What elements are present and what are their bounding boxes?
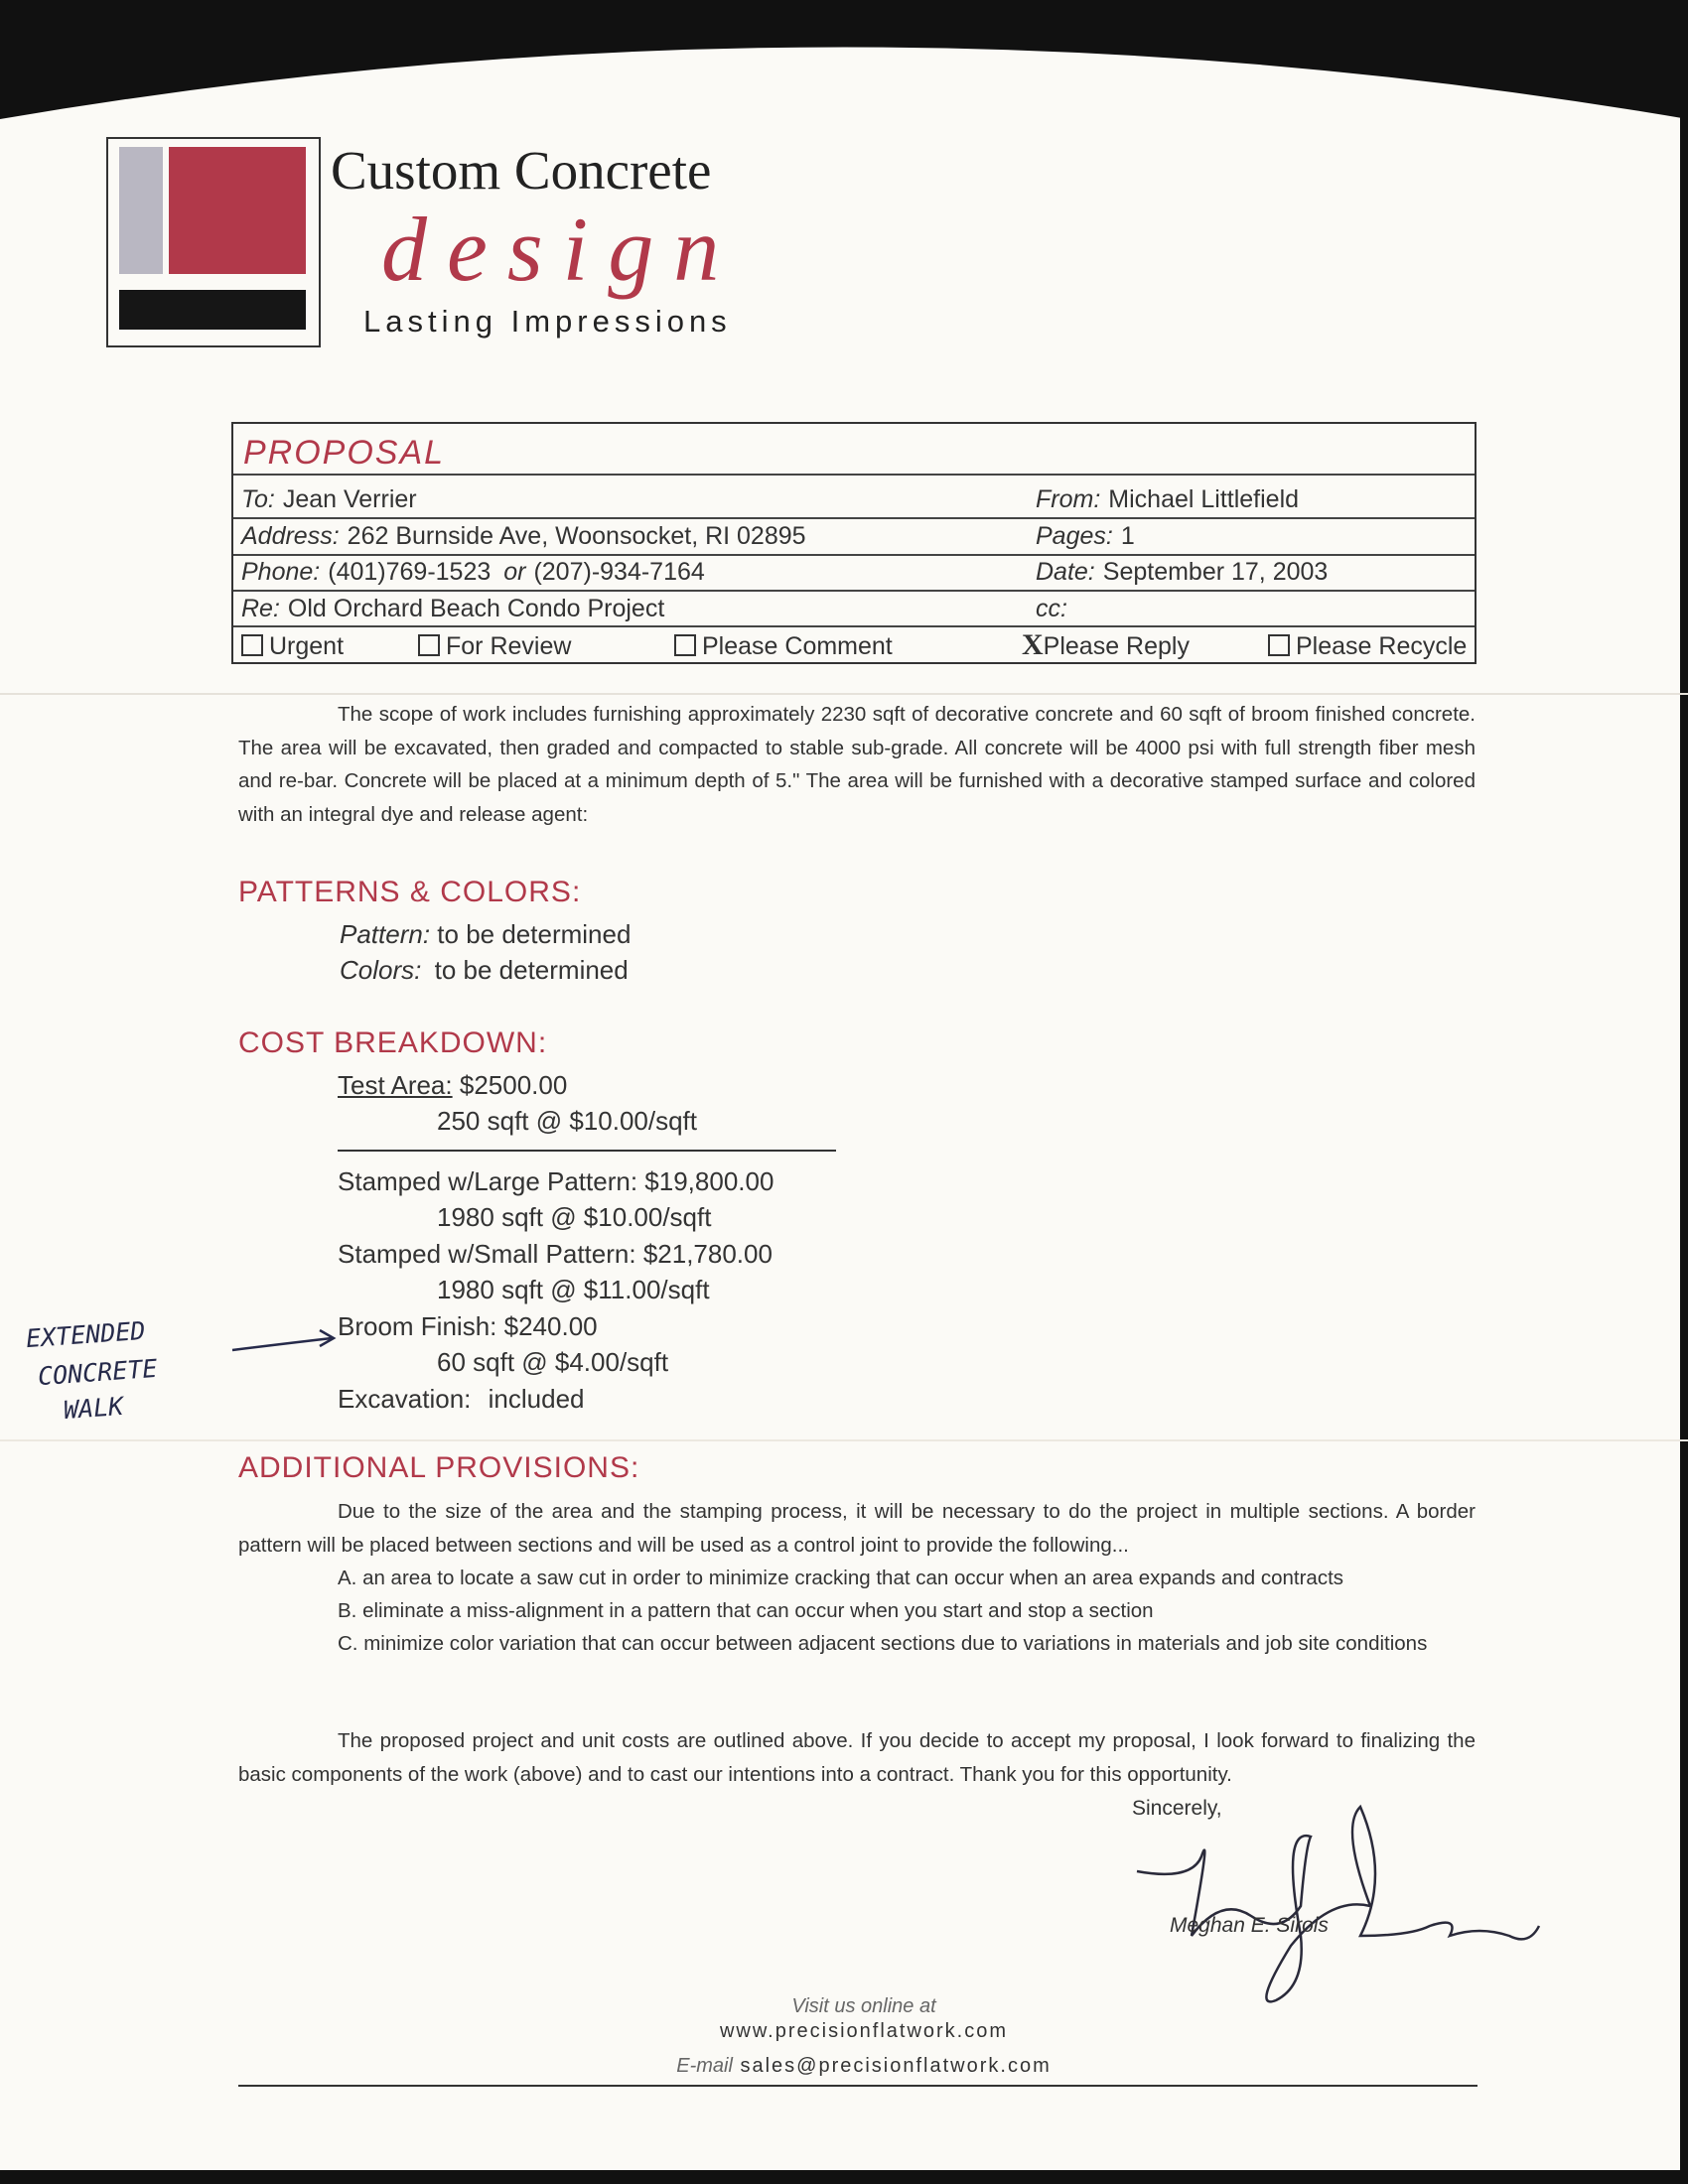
provisions-intro: Due to the size of the area and the stamping process, it will be necessary to do the project in multiple sections. A border pattern will be placed between sections and will be used as a control joint to provide the following...: [238, 1500, 1476, 1557]
pattern-label: Pattern:: [340, 919, 431, 949]
test-area-label: Test Area:: [338, 1070, 453, 1100]
proposal-form: [231, 422, 1477, 664]
test-area-line: [338, 1070, 567, 1101]
form-divider: [233, 474, 1475, 476]
colors-line: [340, 955, 629, 986]
from-value: Michael Littlefield: [1108, 485, 1300, 513]
footer-website[interactable]: www.precisionflatwork.com: [719, 2020, 1009, 2042]
broom-finish-label: Broom Finish:: [338, 1311, 497, 1341]
small-pattern-detail: 1980 sqft @ $11.00/sqft: [437, 1275, 710, 1304]
please-comment-checkbox[interactable]: [674, 632, 893, 661]
brand-name: Custom Concrete: [331, 140, 712, 201]
proposal-title: PROPOSAL: [243, 434, 446, 472]
fold-line: [0, 1439, 1688, 1441]
footer-email: [596, 2055, 1132, 2078]
signer-name: Meghan E. Sirois: [1170, 1914, 1329, 1937]
pages-value: 1: [1120, 522, 1135, 550]
handwritten-note-line: EXTENDED: [25, 1315, 147, 1354]
small-pattern-value: $21,780.00: [642, 1239, 773, 1269]
brand-design: design: [381, 199, 740, 300]
cost-separator: [338, 1150, 836, 1152]
address-field: [241, 522, 806, 551]
phone-value-2: (207)-934-7164: [533, 558, 705, 586]
to-field: [241, 485, 417, 514]
small-pattern-label: Stamped w/Small Pattern:: [338, 1239, 636, 1269]
cc-label: cc:: [1036, 595, 1067, 622]
urgent-checkbox[interactable]: [241, 632, 344, 661]
from-field: [1036, 485, 1299, 514]
address-value: 262 Burnside Ave, Woonsocket, RI 02895: [347, 522, 806, 550]
handwritten-note-line: WALK: [63, 1391, 125, 1426]
broom-finish-line: [338, 1311, 598, 1342]
checkbox-empty-icon: [418, 634, 440, 656]
form-divider: [233, 554, 1475, 556]
brand-tagline: Lasting Impressions: [363, 304, 732, 339]
cc-field: [1036, 595, 1075, 623]
logo-grey-block: [119, 147, 163, 274]
patterns-heading: PATTERNS & COLORS:: [238, 876, 582, 908]
date-label: Date:: [1036, 558, 1095, 586]
test-area-detail: 250 sqft @ $10.00/sqft: [437, 1106, 698, 1136]
large-pattern-label: Stamped w/Large Pattern:: [338, 1166, 638, 1196]
date-field: [1036, 558, 1328, 587]
provision-a: A. an area to locate a saw cut in order to minimize cracking that can occur when an area expands and contracts: [338, 1567, 1344, 1589]
scan-top-edge: [0, 0, 1688, 139]
closing-paragraph: The proposed project and unit costs are outlined above. If you decide to accept my proposal, I look forward to finalizing the basic components of the work (above) and to cast our intentions into a contract. Thank you for this opportunity.: [238, 1729, 1476, 1786]
address-label: Address:: [241, 522, 340, 550]
form-divider: [233, 590, 1475, 592]
small-pattern-line: [338, 1239, 773, 1270]
test-area-value: $2500.00: [459, 1070, 568, 1100]
scan-right-edge: [1680, 0, 1688, 2184]
please-reply-label: Please Reply: [1043, 632, 1190, 660]
footer-visit-label: Visit us online at: [791, 1995, 936, 2017]
provision-c: C. minimize color variation that can occur between adjacent sections due to variations in materials and job site conditions: [338, 1632, 1428, 1655]
handwritten-arrow-icon: [230, 1326, 342, 1356]
footer-rule: [238, 2085, 1477, 2087]
re-label: Re:: [241, 595, 280, 622]
date-value: September 17, 2003: [1102, 558, 1329, 586]
pattern-line: [340, 919, 631, 950]
for-review-checkbox[interactable]: [418, 632, 571, 661]
sincerely: Sincerely,: [1132, 1797, 1222, 1820]
broom-finish-value: $240.00: [503, 1311, 598, 1341]
large-pattern-line: [338, 1166, 774, 1197]
excavation-value: included: [488, 1384, 585, 1414]
footer-email-address[interactable]: sales@precisionflatwork.com: [740, 2055, 1052, 2077]
handwritten-note-line: CONCRETE: [37, 1353, 159, 1392]
logo-black-block: [119, 290, 306, 330]
to-label: To:: [241, 485, 275, 513]
checkbox-checked-icon: X: [1022, 628, 1044, 661]
re-value: Old Orchard Beach Condo Project: [287, 595, 665, 622]
large-pattern-value: $19,800.00: [644, 1166, 774, 1196]
phone-or: or: [503, 558, 526, 586]
form-divider: [233, 625, 1475, 627]
excavation-line: [338, 1384, 585, 1415]
please-comment-label: Please Comment: [702, 632, 893, 660]
colors-label: Colors:: [340, 955, 422, 985]
checkbox-empty-icon: [241, 634, 263, 656]
form-divider: [233, 517, 1475, 519]
pages-label: Pages:: [1036, 522, 1113, 550]
colors-value: to be determined: [434, 955, 629, 985]
to-value: Jean Verrier: [282, 485, 417, 513]
re-field: [241, 595, 664, 623]
please-recycle-label: Please Recycle: [1296, 632, 1468, 660]
cost-heading: COST BREAKDOWN:: [238, 1026, 548, 1059]
pages-field: [1036, 522, 1135, 551]
phone-value-1: (401)769-1523: [328, 558, 492, 586]
footer-email-label: E-mail: [676, 2055, 733, 2077]
phone-field: [241, 558, 705, 587]
broom-finish-detail: 60 sqft @ $4.00/sqft: [437, 1347, 669, 1377]
fold-line: [0, 693, 1688, 695]
logo-red-block: [169, 147, 306, 274]
checkbox-empty-icon: [674, 634, 696, 656]
provision-b: B. eliminate a miss-alignment in a pattern that can occur when you start and stop a section: [338, 1599, 1154, 1622]
from-label: From:: [1036, 485, 1101, 513]
phone-label: Phone:: [241, 558, 321, 586]
for-review-label: For Review: [446, 632, 572, 660]
please-recycle-checkbox[interactable]: [1268, 632, 1467, 661]
urgent-label: Urgent: [269, 632, 345, 660]
scope-paragraph: The scope of work includes furnishing approximately 2230 sqft of decorative concrete and 60 sqft of broom finished concrete. The area will be excavated, then graded and compacted to stable sub-grade. All concrete will be 4000 psi with full strength fiber mesh and re-bar. Concrete will be placed at a minimum depth of 5." The area will be furnished with a decorative stamped surface and colored with an integral dye and release agent:: [238, 703, 1476, 826]
provisions-heading: ADDITIONAL PROVISIONS:: [238, 1451, 640, 1484]
footer-visit: [596, 1995, 1132, 2018]
scan-bottom-edge: [0, 2170, 1688, 2184]
pattern-value: to be determined: [437, 919, 632, 949]
please-reply-checkbox[interactable]: [1022, 628, 1190, 662]
checkbox-empty-icon: [1268, 634, 1290, 656]
excavation-label: Excavation:: [338, 1384, 472, 1414]
signature: [1132, 1787, 1549, 2015]
large-pattern-detail: 1980 sqft @ $10.00/sqft: [437, 1202, 712, 1232]
